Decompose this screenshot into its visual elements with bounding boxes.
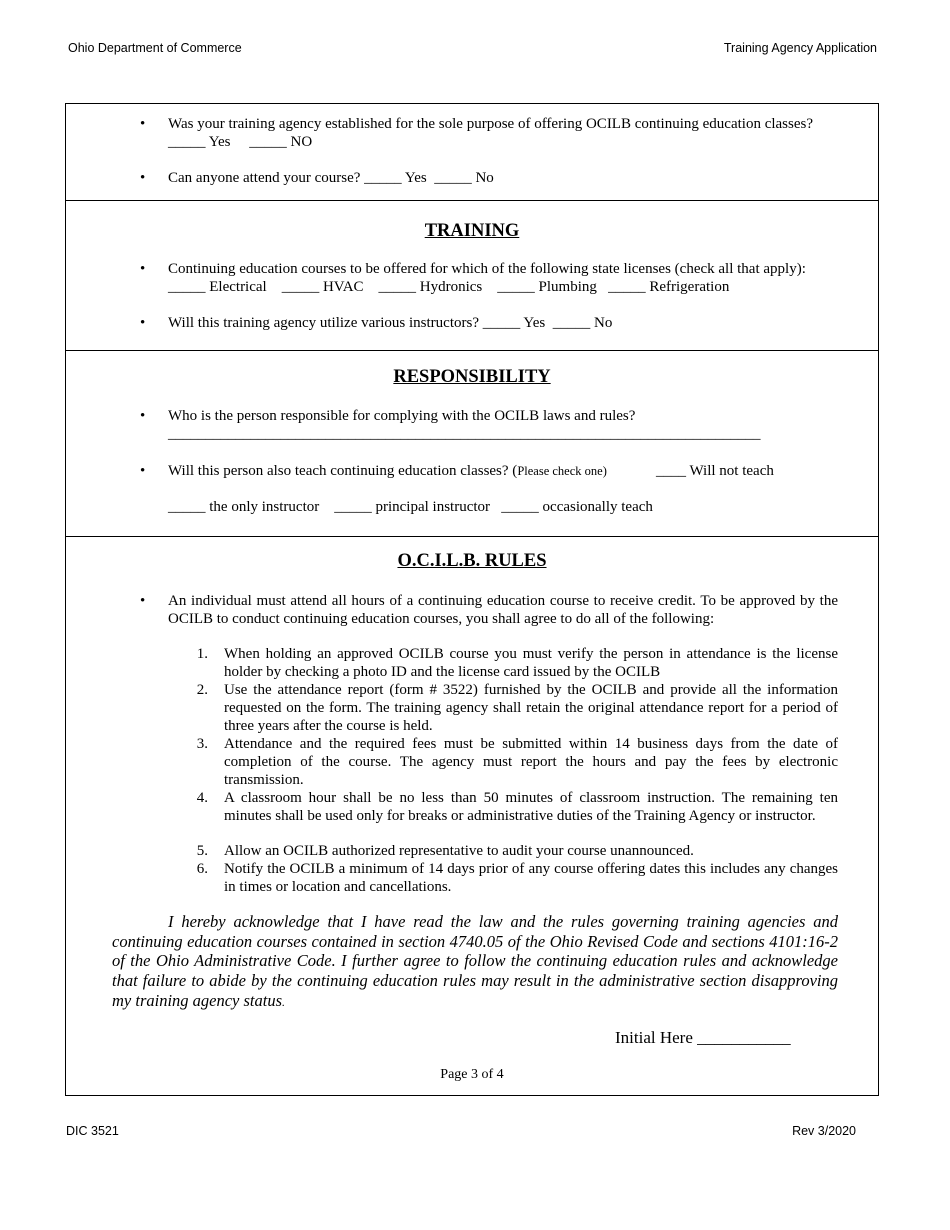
bullet: • bbox=[140, 116, 146, 132]
bullet: • bbox=[140, 408, 146, 424]
bullet: • bbox=[140, 463, 146, 479]
training-heading: TRAINING bbox=[424, 221, 520, 241]
rule-number: 2. bbox=[196, 682, 208, 698]
rules-intro: An individual must attend all hours of a continuing education course to receive credit. To be approved by the OCILB to conduct continuing education courses, you shall agree to do all of the following: bbox=[168, 593, 838, 627]
rules-heading: O.C.I.L.B. RULES bbox=[397, 551, 547, 571]
bullet: • bbox=[140, 593, 146, 609]
rule-item: Use the attendance report (form # 3522) furnished by the OCILB and provide all the information requested on the form. The training agency shall retain the original attendance report for a period of three years after the course is held. bbox=[224, 682, 838, 734]
rule-item: Attendance and the required fees must be submitted within 14 business days from the date of completion of the course. The agency must report the hours and pay the fees by electronic transmission. bbox=[224, 736, 838, 788]
footer-revision: Rev 3/2020 bbox=[792, 1124, 856, 1138]
footer-form-id: DIC 3521 bbox=[66, 1124, 119, 1138]
anyone-attend-question[interactable]: Can anyone attend your course? _____ Yes _____ No bbox=[168, 170, 494, 186]
rule-item: A classroom hour shall be no less than 50 minutes of classroom instruction. The remaining ten minutes shall be used only for breaks or administrative duties of the Training Agency or instructor. bbox=[224, 790, 838, 824]
teach-options[interactable]: _____ the only instructor _____ principal instructor _____ occasionally teach bbox=[168, 499, 653, 515]
responsibility-heading: RESPONSIBILITY bbox=[393, 367, 551, 387]
page-number: Page 3 of 4 bbox=[440, 1067, 504, 1082]
will-not-teach-option[interactable]: ____ Will not teach bbox=[656, 463, 774, 479]
rule-item: When holding an approved OCILB course you must verify the person in attendance is the license holder by checking a photo ID and the license card issued by the OCILB bbox=[224, 646, 838, 680]
section-divider bbox=[66, 536, 878, 537]
acknowledgement: I hereby acknowledge that I have read the law and the rules governing training agencies and continuing education courses contained in section 4740.05 of the Ohio Revised Code and sections 4101:16-2 of the Ohio Administrative Code. I further agree to follow the continuing education rules and acknowledge that failure to abide by the continuing education rules may result in the administrative section disapproving my training agency status. bbox=[112, 912, 838, 1010]
instructors-question[interactable]: Will this training agency utilize various instructors? _____ Yes _____ No bbox=[168, 315, 613, 331]
responsible-person-question: Who is the person responsible for complying with the OCILB laws and rules? bbox=[168, 408, 636, 424]
section-divider bbox=[66, 350, 878, 351]
sole-purpose-question: Was your training agency established for the sole purpose of offering OCILB continuing education classes? bbox=[168, 116, 814, 132]
rule-number: 3. bbox=[196, 736, 208, 752]
bullet: • bbox=[140, 170, 146, 186]
licenses-question: Continuing education courses to be offered for which of the following state licenses (check all that apply): bbox=[168, 261, 806, 277]
initial-here-field[interactable]: Initial Here ___________ bbox=[615, 1028, 791, 1047]
licenses-options[interactable]: _____ Electrical _____ HVAC _____ Hydronics _____ Plumbing _____ Refrigeration bbox=[168, 279, 730, 295]
rule-number: 1. bbox=[196, 646, 208, 662]
rule-number: 5. bbox=[196, 843, 208, 859]
rule-number: 6. bbox=[196, 861, 208, 877]
responsible-person-blank[interactable]: _______________________________________________________________________________ bbox=[168, 426, 761, 442]
bullet: • bbox=[140, 261, 146, 277]
teach-question: Will this person also teach continuing education classes? (Please check one) bbox=[168, 463, 607, 479]
rule-number: 4. bbox=[196, 790, 208, 806]
rule-item: Notify the OCILB a minimum of 14 days prior of any course offering dates this includes any changes in times or location and cancellations. bbox=[224, 861, 838, 895]
section-divider bbox=[66, 200, 878, 201]
header-form-title: Training Agency Application bbox=[723, 41, 877, 55]
bullet: • bbox=[140, 315, 146, 331]
sole-purpose-options[interactable]: _____ Yes _____ NO bbox=[168, 134, 313, 150]
header-agency: Ohio Department of Commerce bbox=[68, 41, 242, 55]
form-frame bbox=[65, 103, 879, 1096]
rule-item: Allow an OCILB authorized representative to audit your course unannounced. bbox=[224, 843, 694, 859]
